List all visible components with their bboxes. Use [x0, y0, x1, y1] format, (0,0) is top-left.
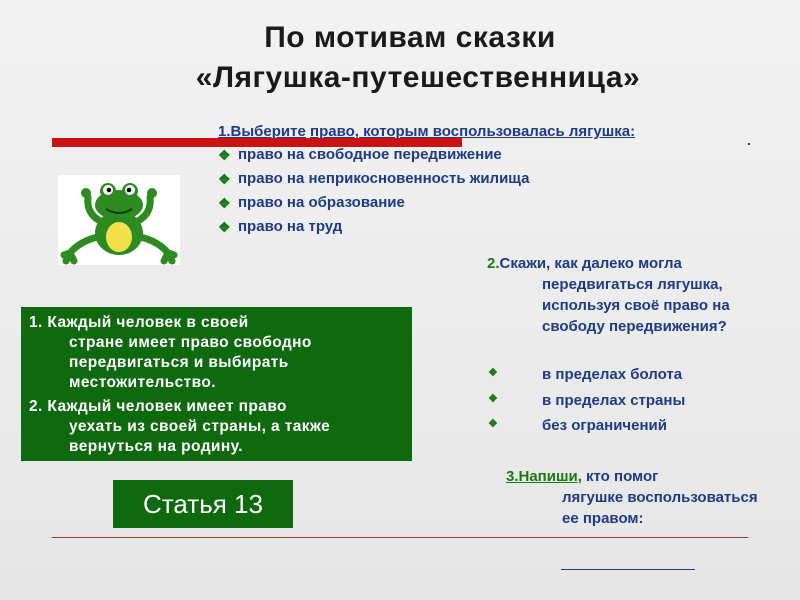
- question-3-number: 3.Напиши,: [506, 468, 582, 485]
- article-text-box: [21, 307, 412, 461]
- question-1-options: [218, 143, 778, 239]
- diamond-bullet-icon: ❖: [488, 418, 498, 430]
- question-3-text: лягушке воспользоваться ее правом:: [562, 489, 758, 527]
- list-item: ❖ право на труд: [218, 215, 778, 239]
- diamond-bullet-icon: ❖: [488, 367, 498, 379]
- frog-illustration: [58, 175, 180, 265]
- slide-title-line-1: По мотивам сказки: [264, 21, 556, 54]
- question-2-number: 2.: [487, 255, 500, 272]
- question-1: [218, 121, 778, 239]
- diamond-bullet-icon: ❖: [488, 393, 498, 405]
- question-2-text: передвигаться лягушка, используя своё право на свободу передвижения?: [542, 276, 730, 335]
- question-3-line1: кто помог: [586, 468, 659, 485]
- question-1-number: 1.Выберите: [218, 123, 306, 140]
- slide-title-line-2: «Лягушка-путешественница»: [195, 61, 641, 94]
- question-1-text: право, которым воспользовалась лягушка:: [310, 123, 636, 140]
- list-item: ❖ право на образование: [218, 191, 778, 215]
- question-2: [487, 253, 787, 337]
- diamond-bullet-icon: ❖: [218, 171, 231, 187]
- diamond-bullet-icon: ❖: [218, 195, 231, 211]
- list-item: ❖ право на свободное передвижение: [218, 143, 778, 167]
- answer-blank-line[interactable]: [561, 569, 695, 570]
- diamond-bullet-icon: ❖: [218, 219, 231, 235]
- article-label: Статья 13: [113, 480, 293, 528]
- question-2-line1: Скажи, как далеко могла: [499, 255, 682, 272]
- divider-line: [52, 537, 748, 538]
- question-3: [506, 466, 766, 529]
- article-item-1: 1. Каждый человек в своей стране имеет право свободно передвигаться и выбирать местожительство.: [29, 314, 312, 391]
- diamond-bullet-icon: ❖: [218, 147, 231, 163]
- frog-icon: [58, 175, 180, 265]
- article-item-2: 2. Каждый человек имеет право уехать из своей страны, а также вернуться на родину.: [29, 398, 331, 455]
- list-item: ❖ право на неприкосновенность жилища: [218, 167, 778, 191]
